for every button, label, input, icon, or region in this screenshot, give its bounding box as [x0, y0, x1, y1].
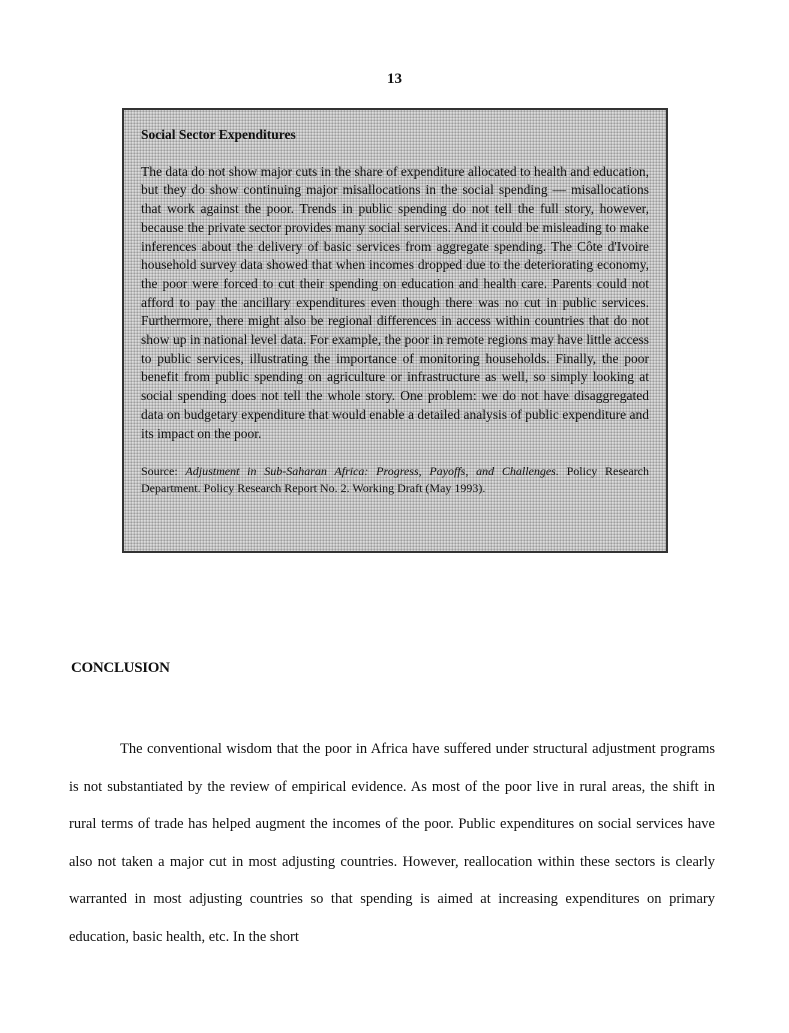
box-source-citation	[141, 463, 649, 497]
source-label: Source:	[141, 464, 178, 479]
source-details: Policy Research Department. Policy Research Report No. 2. Working Draft (May 1993).	[141, 464, 650, 496]
box-title: Social Sector Expenditures	[141, 127, 296, 142]
page-number: 13	[387, 71, 402, 87]
social-sector-box	[122, 108, 668, 553]
conclusion-heading: CONCLUSION	[71, 660, 170, 676]
box-body-text: The data do not show major cuts in the share of expenditure allocated to health and education, but they do show continuing major misallocations in the social spending — misallocations that work against the poor. Trends in public spending do not tell the full story, however, because the private sector provides many social services. And it could be misleading to make inferences about the delivery of basic services from aggregate spending. The Côte d'Ivoire household survey data showed that when incomes dropped due to the deteriorating economy, the poor were forced to cut their spending on education and health care. Parents could not afford to pay the ancillary expenditures even though there was no cut in public services. Furthermore, there might also be regional differences in access within countries that do not show up in national level data. For example, the poor in remote regions may have little access to public services, illustrating the importance of monitoring households. Finally, the poor benefit from public spending on agriculture or infrastructure as well, so simply looking at social spending does not tell the whole story. One problem: we do not have disaggregated data on budgetary expenditure that would enable a detailed analysis of public expenditure and its impact on the poor.	[141, 163, 649, 441]
source-title: Adjustment in Sub-Saharan Africa: Progress, Payoffs, and Challenges.	[185, 464, 559, 479]
conclusion-paragraph: The conventional wisdom that the poor in Africa have suffered under structural adjustment programs is not substantiated by the review of empirical evidence. As most of the poor live in rural areas, the shift in rural terms of trade has helped augment the incomes of the poor. Public expenditures on social services have also not taken a major cut in most adjusting countries. However, reallocation within these sectors is clearly warranted in most adjusting countries so that spending is aimed at increasing expenditures on primary education, basic health, etc. In the short	[69, 741, 715, 945]
